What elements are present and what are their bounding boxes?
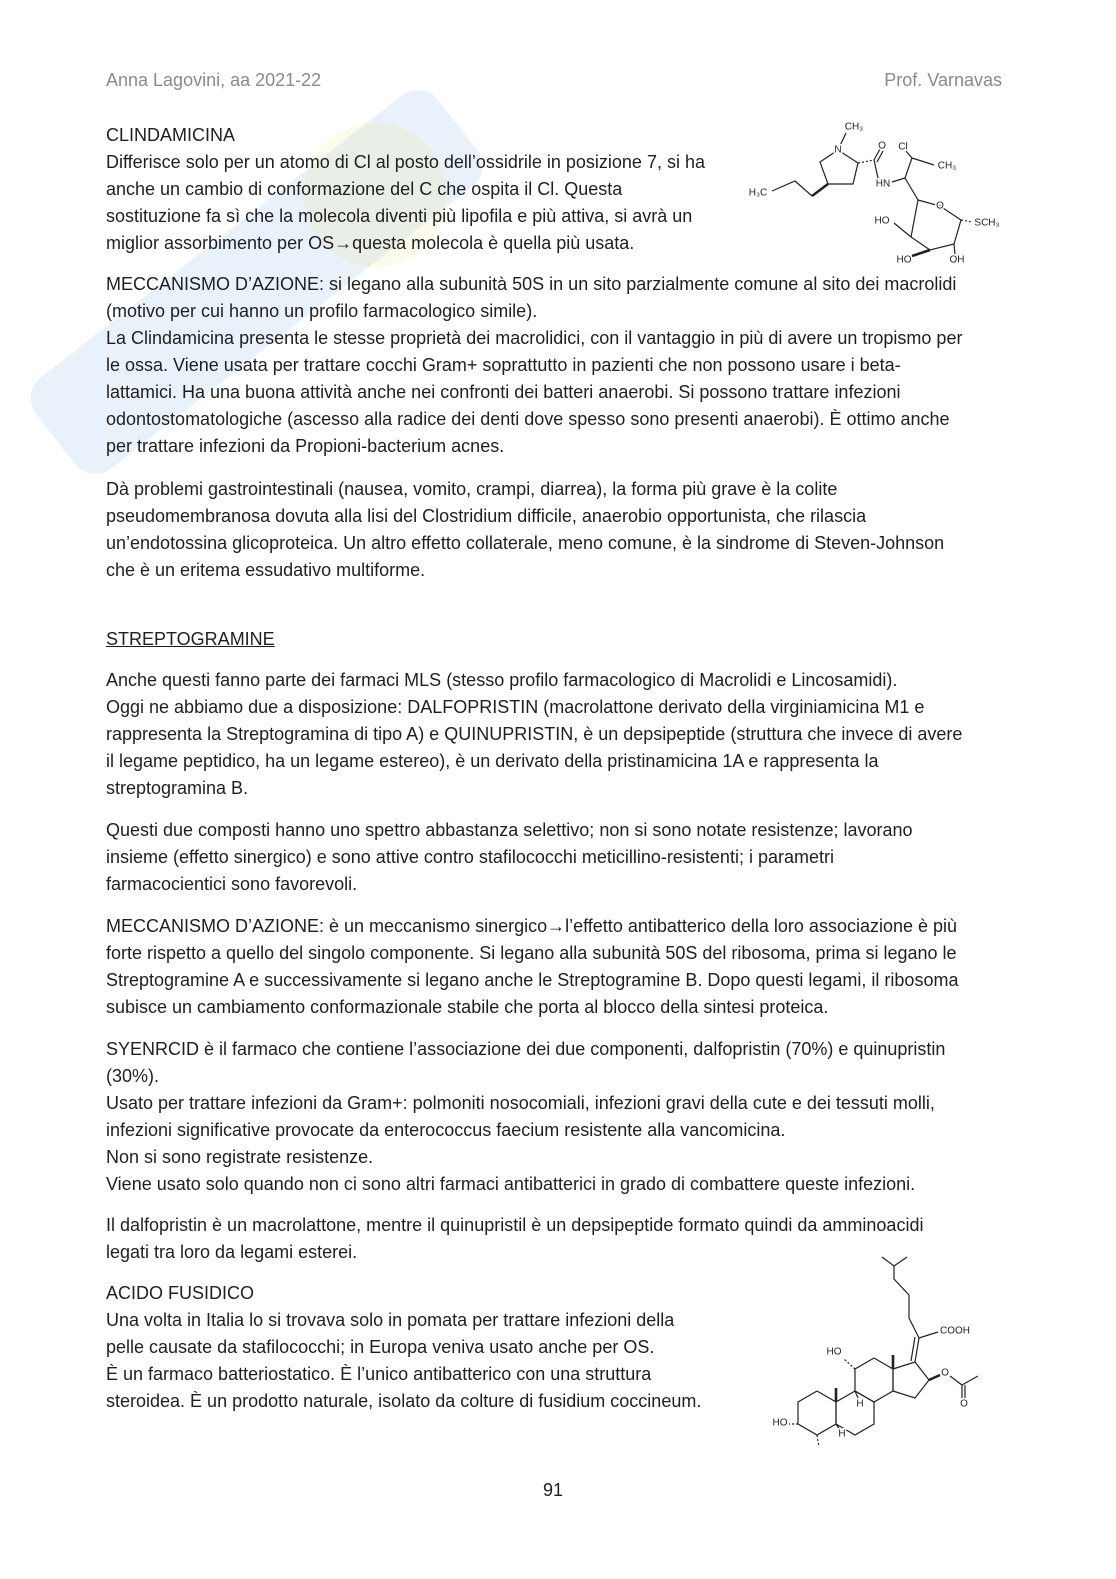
text-line: (30%).	[106, 1065, 160, 1086]
bond	[929, 1375, 940, 1380]
section-title-clindamicina: CLINDAMICINA	[106, 124, 236, 145]
text-line: Dà problemi gastrointestinali (nausea, vomito, crampi, diarrea), la forma più grave è la colite	[106, 478, 838, 499]
clindamycin-bonds	[772, 133, 972, 256]
bond	[962, 1376, 978, 1385]
bond	[912, 158, 934, 165]
text-line: MECCANISMO D’AZIONE: si legano alla subunità 50S in un sito parzialmente comune al sito dei macrolidi	[106, 273, 957, 294]
ring-c	[855, 1358, 893, 1402]
ring-a	[798, 1391, 836, 1435]
bond	[892, 178, 905, 182]
label-ring-oxygen: O	[936, 200, 944, 212]
label-ho-left: HO	[874, 215, 890, 227]
label-chlorine: Cl	[898, 141, 908, 153]
text-line: Differisce solo per un atomo di Cl al posto dell’ossidrile in posizione 7, si ha	[106, 151, 705, 172]
label-ho-c3: HO	[772, 1417, 788, 1429]
label-h-lower: H	[838, 1428, 846, 1440]
text-line: il legame peptidico, ha un legame estereo), è un derivato della pristinamicina 1A e rappresenta la	[106, 750, 879, 771]
text-line: pelle causate da stafilococchi; in Europa veniva usato anche per OS.	[106, 1336, 655, 1357]
text-line: lattamici. Ha una buona attività anche nei confronti dei batteri anaerobi. Si possono trattare infezioni	[106, 381, 901, 402]
bond	[874, 160, 878, 178]
text-line: Viene usato solo quando non ci sono altri farmaci antibatterici in grado di combattere queste infezioni.	[106, 1173, 916, 1194]
text-line: sostituzione fa sì che la molecola diventi più lipofila e più attiva, si avrà un	[106, 205, 693, 226]
clindamicina-effetti	[106, 476, 944, 584]
bond	[954, 244, 955, 254]
text-line: Oggi ne abbiamo due a disposizione: DALFOPRISTIN (macrolattone derivato della virginiamicina M1 e	[106, 696, 925, 717]
streptogramine-syenrcid	[106, 1036, 945, 1198]
bond	[858, 160, 874, 163]
acido-fusidico-section	[106, 1280, 701, 1415]
text-line: MECCANISMO D’AZIONE: è un meccanismo sinergico→l’effetto antibatterico della loro associazione è più	[106, 915, 958, 936]
side-chain	[894, 1266, 919, 1338]
label-ho-bottom: HO	[896, 254, 912, 266]
label-h3c: H₃C	[748, 187, 768, 199]
text-line: farmacocientici sono favorevoli.	[106, 873, 358, 894]
streptogramine-spettro	[106, 817, 913, 898]
bond	[882, 1257, 894, 1266]
text-line: Usato per trattare infezioni da Gram+: polmoniti nosocomiali, infezioni gravi della cute e dei tessuti molli,	[106, 1092, 935, 1113]
label-h-upper: H	[856, 1398, 864, 1410]
text-line: legati tra loro da legami esterei.	[106, 1241, 358, 1262]
label-oh-bottom: OH	[949, 254, 965, 266]
text-line: La Clindamicina presenta le stesse proprietà dei macrolidici, con il vantaggio in più di avere un tropismo per	[106, 327, 963, 348]
label-nitrogen: N	[834, 144, 842, 156]
text-line: che è un eritema essudativo multiforme.	[106, 559, 426, 580]
bond	[919, 1332, 938, 1338]
propyl-chain	[772, 181, 812, 196]
streptogramine-intro	[106, 667, 962, 802]
text-line: Una volta in Italia lo si trovava solo in pomata per trattare infezioni della	[106, 1309, 675, 1330]
clindamycin-structure	[740, 112, 1010, 272]
bond	[915, 1338, 919, 1362]
ring-d	[893, 1362, 929, 1398]
text-line: miglior assorbimento per OS→questa molecola è quella più usata.	[106, 232, 635, 253]
section-title-streptogramine: STREPTOGRAMINE	[106, 628, 275, 649]
text-line: Non si sono registrate resistenze.	[106, 1146, 374, 1167]
label-sch3: SCH₃	[974, 217, 1000, 229]
text-line: Streptogramine A e successivamente si legano anche le Streptogramine B. Dopo questi legami, il ribosoma	[106, 969, 959, 990]
text-line: rappresenta la Streptogramina di tipo A) e QUINUPRISTIN, è un depsipeptide (struttura che invece di avere	[106, 723, 963, 744]
text-line: (motivo per cui hanno un profilo farmacologico simile).	[106, 300, 538, 321]
bond	[911, 1337, 915, 1361]
label-cooh: COOH	[940, 1325, 970, 1337]
text-line: SYENRCID è il farmaco che contiene l’associazione dei due componenti, dalfopristin (70%) e quinupristin	[106, 1038, 946, 1059]
text-line: È un farmaco batteriostatico. È l’unico antibatterico con una struttura	[106, 1363, 652, 1384]
label-ester-oxygen: O	[941, 1367, 949, 1379]
text-line: Anche questi fanno parte dei farmaci MLS (stesso profilo farmacologico di Macrolidi e Lincosamidi).	[106, 669, 898, 690]
label-hn: HN	[875, 178, 891, 190]
header-author: Anna Lagovini, aa 2021-22	[106, 70, 322, 90]
text-line: pseudomembranosa dovuta alla lisi del Clostridium difficile, anaerobio opportunista, che rilascia	[106, 505, 867, 526]
text-line: insieme (effetto sinergico) e sono attive contro stafilococchi meticillino-resistenti; i parametri	[106, 846, 834, 867]
section-title-acido-fusidico: ACIDO FUSIDICO	[106, 1282, 255, 1303]
label-ho-c11: HO	[826, 1346, 842, 1358]
label-carbonyl-oxygen: O	[878, 140, 886, 152]
bond	[894, 1257, 907, 1266]
bond	[894, 223, 911, 237]
bond	[817, 1435, 819, 1447]
header-professor: Prof. Varnavas	[884, 70, 1002, 90]
text-line: streptogramina B.	[106, 777, 249, 798]
text-line: per trattare infezioni da Propioni-bacterium acnes.	[106, 435, 505, 456]
bond	[905, 158, 912, 178]
bond	[961, 220, 972, 222]
text-line: odontostomatologiche (ascesso alla radice dei denti dove spesso sono presenti anaerobi). È ottimo anche	[106, 408, 950, 429]
bond	[812, 184, 828, 196]
bond	[912, 250, 930, 256]
text-line: anche un cambio di conformazione del C che ospita il Cl. Questa	[106, 178, 623, 199]
text-line: steroidea. È un prodotto naturale, isolato da colture di fusidium coccineum.	[106, 1390, 702, 1411]
text-line: un’endotossina glicoproteica. Un altro effetto collaterale, meno comune, è la sindrome di Steven-Johnson	[106, 532, 945, 553]
text-line: Il dalfopristin è un macrolattone, mentre il quinupristil è un depsipeptide formato quindi da amminoacidi	[106, 1214, 924, 1235]
text-line: Questi due composti hanno uno spettro abbastanza selettivo; non si sono notate resistenze; lavorano	[106, 819, 913, 840]
bond	[905, 178, 918, 200]
clindamicina-meccanismo	[106, 271, 962, 460]
bond	[950, 1376, 962, 1385]
text-line: le ossa. Viene usata per trattare cocchi Gram+ soprattutto in pazienti che non possono usare i beta-	[106, 354, 901, 375]
text-line: subisce un cambiamento conformazionale stabile che porta al blocco della sintesi proteica.	[106, 996, 829, 1017]
streptogramine-meccanismo	[106, 913, 958, 1021]
page-number: 91	[542, 1480, 564, 1500]
text-line: infezioni significative provocate da enterococcus faecium resistente alla vancomicina.	[106, 1119, 786, 1140]
text-line: forte rispetto a quello del singolo componente. Si legano alla subunità 50S del ribosoma, prima si legano le	[106, 942, 957, 963]
label-c-methyl: CH₃	[937, 160, 957, 172]
fusidic-acid-structure	[765, 1248, 995, 1453]
label-carbonyl-oxygen: O	[960, 1398, 968, 1410]
clindamicina-intro	[106, 122, 705, 257]
bond	[843, 1358, 855, 1369]
fusidic-acid-bonds	[789, 1257, 978, 1447]
streptogramine-heading	[106, 626, 275, 653]
label-n-methyl: CH₃	[844, 121, 864, 133]
